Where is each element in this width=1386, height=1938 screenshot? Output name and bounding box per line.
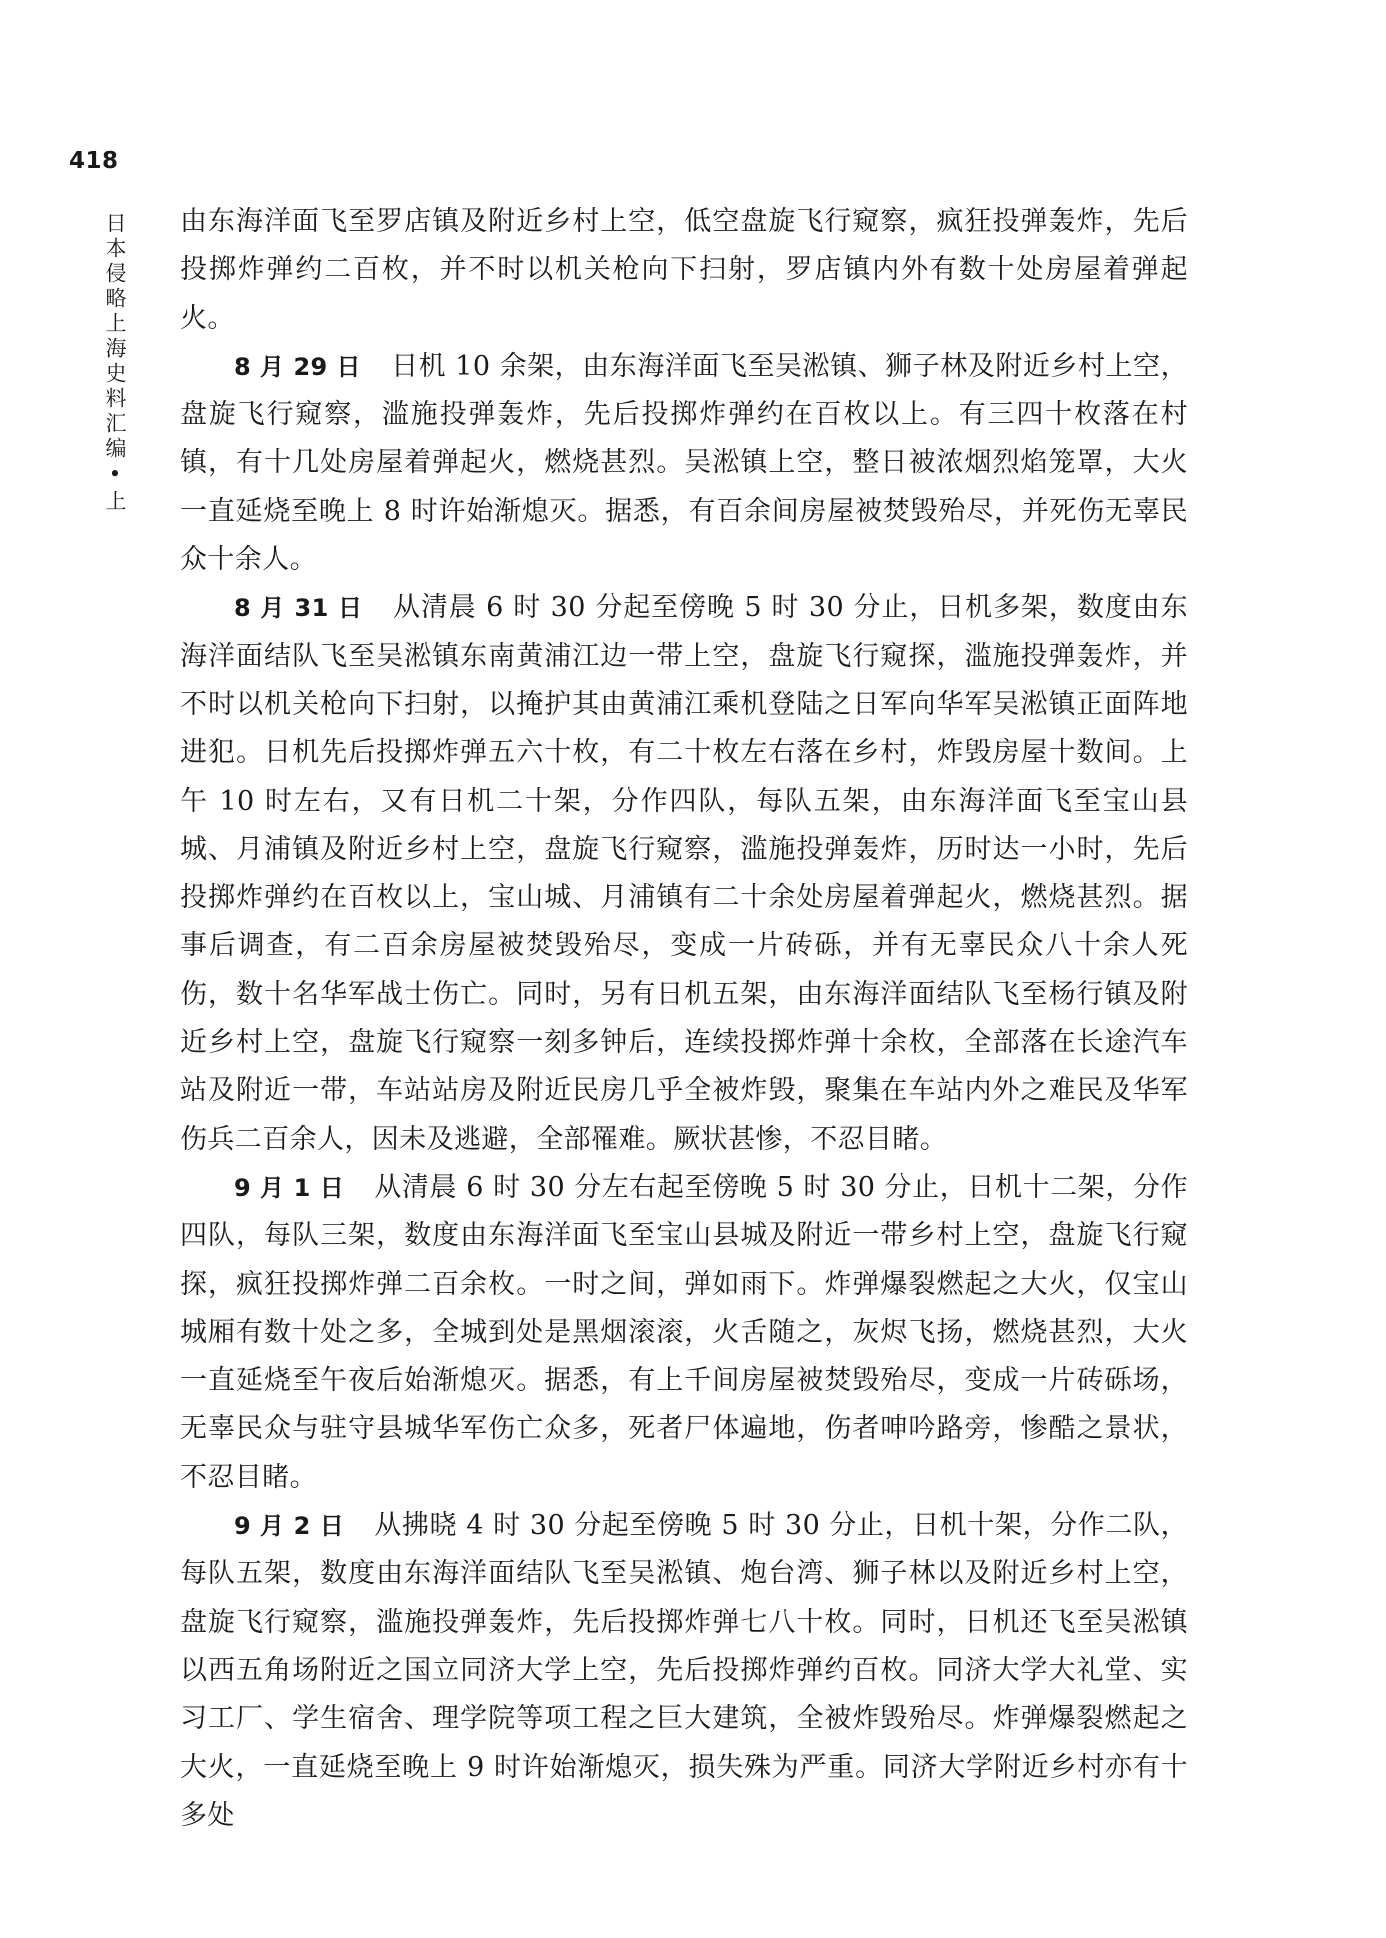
paragraph-sep-1 bbox=[180, 1164, 1188, 1502]
page-number: 418 bbox=[69, 148, 119, 174]
paragraph-aug-29 bbox=[180, 343, 1188, 584]
paragraph-continued bbox=[180, 198, 1188, 343]
entry-date: 8 月 29 日 bbox=[234, 352, 362, 381]
document-body bbox=[180, 198, 1188, 1840]
entry-date: 8 月 31 日 bbox=[234, 594, 363, 623]
paragraph-aug-31 bbox=[180, 584, 1188, 1164]
paragraph-text: 从清晨 6 时 30 分左右起至傍晚 5 时 30 分止，日机十二架，分作四队，每队三架，数度由东海洋面飞至宝山县城及附近一带乡村上空，盘旋飞行窥探，疯狂投掷炸弹二百余枚。一时之间，弹如雨下。炸弹爆裂燃起之大火，仅宝山城厢有数十处之多，全城到处是黑烟滚滚，火舌随之，灰烬飞扬，燃烧甚烈，大火一直延烧至午夜后始渐熄灭。据悉，有上千间房屋被焚毁殆尽，变成一片砖砾场，无辜民众与驻守县城华军伤亡众多，死者尸体遍地，伤者呻吟路旁，惨酷之景状，不忍目睹。 bbox=[180, 1171, 1188, 1493]
entry-date: 9 月 2 日 bbox=[234, 1512, 345, 1541]
paragraph-text: 从清晨 6 时 30 分起至傍晚 5 时 30 分止，日机多架，数度由东海洋面结队飞至吴淞镇东南黄浦江边一带上空，盘旋飞行窥探，滥施投弹轰炸，并不时以机关枪向下扫射，以掩护其由黄浦江乘机登陆之日军向华军吴淞镇正面阵地进犯。日机先后投掷炸弹五六十枚，有二十枚左右落在乡村，炸毁房屋十数间。上午 10 时左右，又有日机二十架，分作四队，每队五架，由东海洋面飞至宝山县城、月浦镇及附近乡村上空，盘旋飞行窥察，滥施投弹轰炸，历时达一小时，先后投掷炸弹约在百枚以上，宝山城、月浦镇有二十余处房屋着弹起火，燃烧甚烈。据事后调查，有二百余房屋被焚毁殆尽，变成一片砖砾，并有无辜民众八十余人死伤，数十名华军战士伤亡。同时，另有日机五架，由东海洋面结队飞至杨行镇及附近乡村上空，盘旋飞行窥察一刻多钟后，连续投掷炸弹十余枚，全部落在长途汽车站及附近一带，车站站房及附近民房几乎全被炸毁，聚集在车站内外之难民及华军伤兵二百余人，因未及逃避，全部罹难。厥状甚惨，不忍目睹。 bbox=[180, 592, 1188, 1155]
entry-date: 9 月 1 日 bbox=[234, 1173, 345, 1202]
book-title-vertical: 日本侵略上海史料汇编•上 bbox=[103, 212, 127, 515]
paragraph-text: 由东海洋面飞至罗店镇及附近乡村上空，低空盘旋飞行窥察，疯狂投弹轰炸，先后投掷炸弹约二百枚，并不时以机关枪向下扫射，罗店镇内外有数十处房屋着弹起火。 bbox=[180, 206, 1188, 334]
paragraph-text: 日机 10 余架，由东海洋面飞至吴淞镇、狮子林及附近乡村上空，盘旋飞行窥察，滥施投弹轰炸，先后投掷炸弹约在百枚以上。有三四十枚落在村镇，有十几处房屋着弹起火，燃烧甚烈。吴淞镇上空，整日被浓烟烈焰笼罩，大火一直延烧至晚上 8 时许始渐熄灭。据悉，有百余间房屋被焚毁殆尽，并死伤无辜民众十余人。 bbox=[180, 350, 1188, 576]
paragraph-sep-2 bbox=[180, 1502, 1188, 1840]
paragraph-text: 从拂晓 4 时 30 分起至傍晚 5 时 30 分止，日机十架，分作二队，每队五架，数度由东海洋面结队飞至吴淞镇、炮台湾、狮子林以及附近乡村上空，盘旋飞行窥察，滥施投弹轰炸，先后投掷炸弹七八十枚。同时，日机还飞至吴淞镇以西五角场附近之国立同济大学上空，先后投掷炸弹约百枚。同济大学大礼堂、实习工厂、学生宿舍、理学院等项工程之巨大建筑，全被炸毁殆尽。炸弹爆裂燃起之大火，一直延烧至晚上 9 时许始渐熄灭，损失殊为严重。同济大学附近乡村亦有十多处 bbox=[180, 1510, 1188, 1831]
